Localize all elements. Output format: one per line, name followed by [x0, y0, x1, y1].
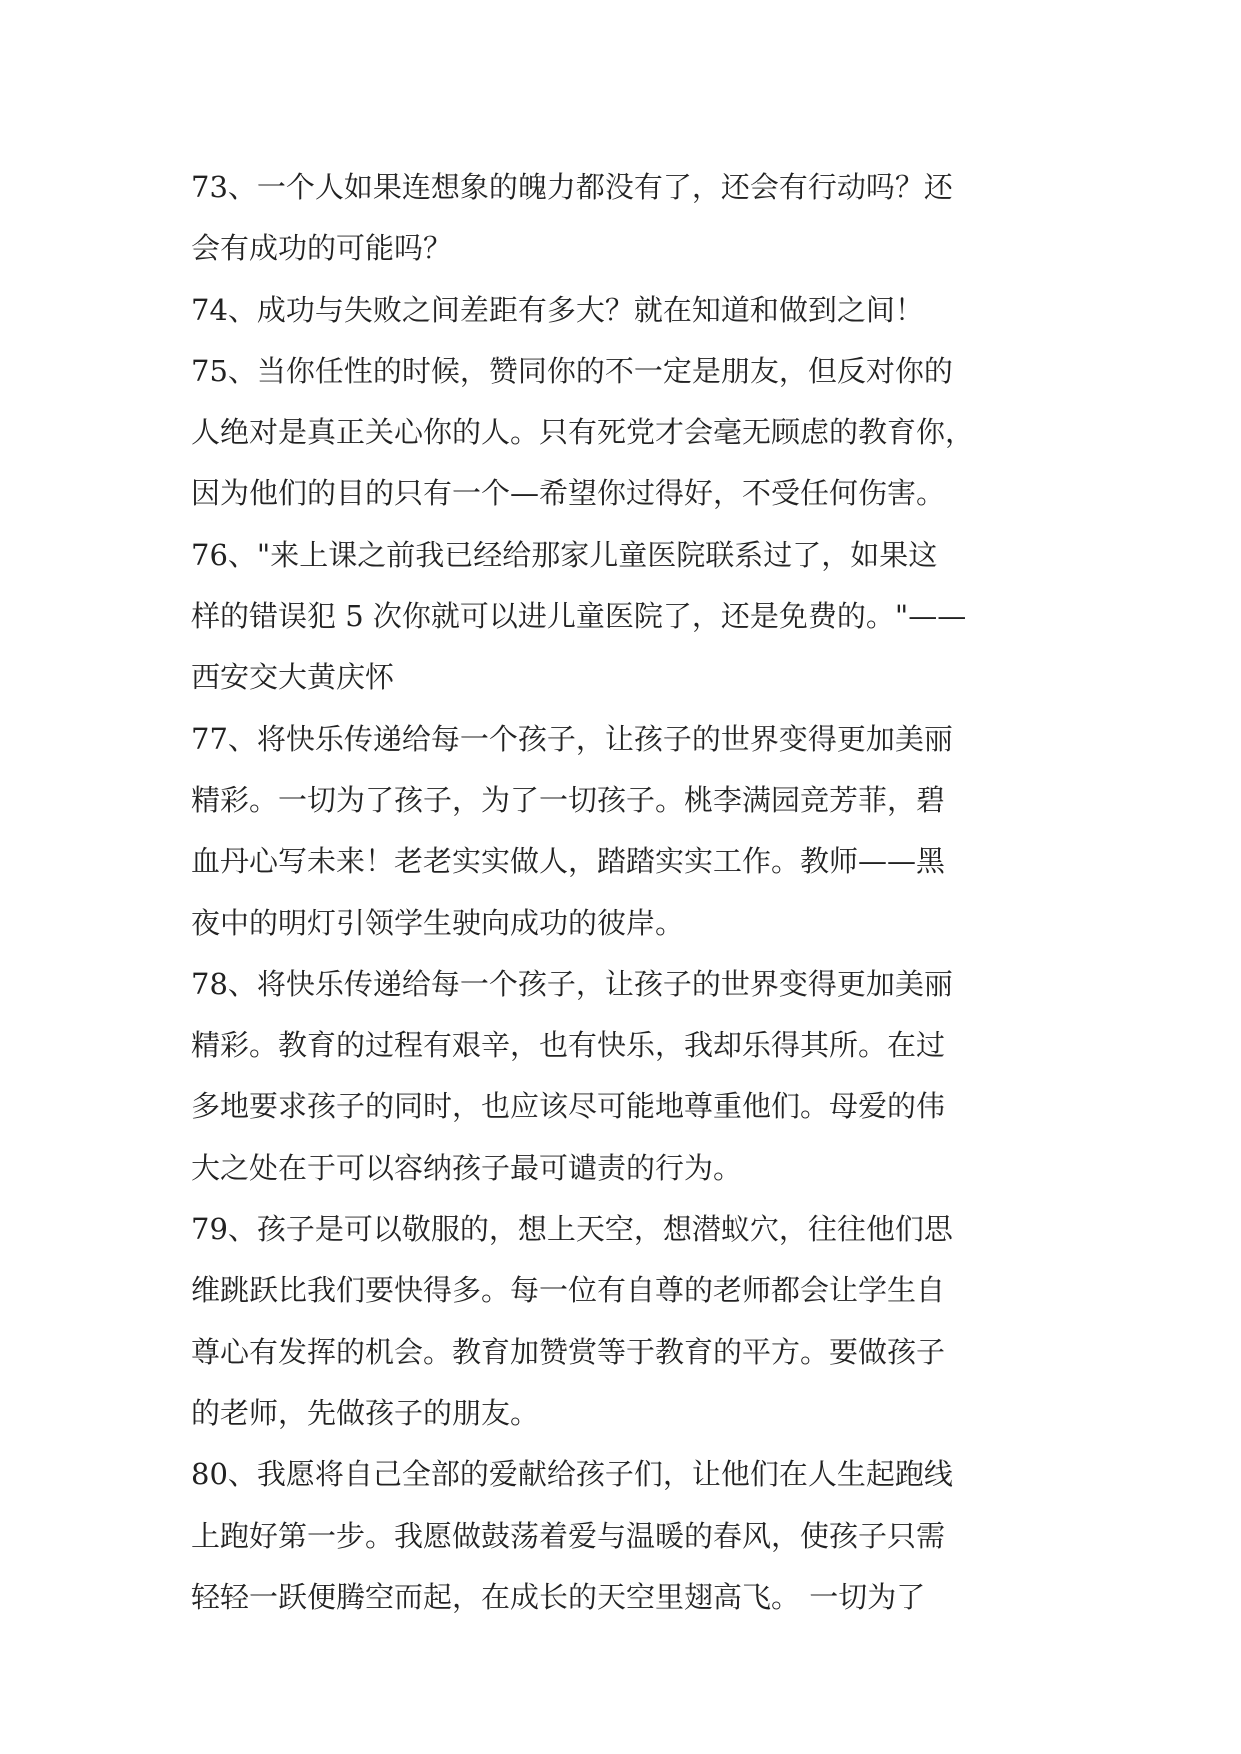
text-line: 因为他们的目的只有一个—希望你过得好，不受任何伤害。 — [191, 476, 946, 511]
text-line: 血丹心写未来！老老实实做人，踏踏实实工作。教师——黑 — [191, 844, 946, 879]
text-line: 79、孩子是可以敬服的，想上天空，想潜蚁穴，往往他们思 — [191, 1212, 953, 1247]
text-line: 80、我愿将自己全部的爱献给孩子们，让他们在人生起跑线 — [191, 1457, 953, 1492]
text-line: 维跳跃比我们要快得多。每一位有自尊的老师都会让学生自 — [191, 1273, 946, 1308]
text-line: 的老师，先做孩子的朋友。 — [191, 1395, 540, 1430]
text-line: 人绝对是真正关心你的人。只有死党才会毫无顾虑的教育你， — [191, 415, 975, 450]
text-line: 73、一个人如果连想象的魄力都没有了，还会有行动吗？还 — [191, 170, 953, 204]
text-line: 会有成功的可能吗？ — [191, 231, 453, 266]
text-line: 78、将快乐传递给每一个孩子，让孩子的世界变得更加美丽 — [191, 966, 953, 1001]
text-line: 76、"来上课之前我已经给那家儿童医院联系过了，如果这 — [191, 537, 938, 572]
text-line: 74、成功与失败之间差距有多大？就在知道和做到之间！ — [191, 292, 924, 327]
text-line: 样的错误犯 5 次你就可以进儿童医院了，还是免费的。"—— — [191, 599, 967, 634]
text-line: 夜中的明灯引领学生驶向成功的彼岸。 — [191, 905, 685, 940]
text-line: 77、将快乐传递给每一个孩子，让孩子的世界变得更加美丽 — [191, 721, 953, 756]
text-line: 精彩。一切为了孩子，为了一切孩子。桃李满园竞芳菲，碧 — [191, 782, 946, 817]
text-line: 75、当你任性的时候，赞同你的不一定是朋友，但反对你的 — [191, 353, 953, 388]
document-body — [191, 157, 1071, 1628]
text-line: 西安交大黄庆怀 — [191, 660, 395, 695]
text-line: 轻轻一跃便腾空而起，在成长的天空里翅高飞。 一切为了 — [191, 1579, 926, 1614]
text-line: 大之处在于可以容纳孩子最可谴责的行为。 — [191, 1150, 743, 1185]
text-line: 多地要求孩子的同时，也应该尽可能地尊重他们。母爱的伟 — [191, 1089, 946, 1124]
text-line: 精彩。教育的过程有艰辛，也有快乐，我却乐得其所。在过 — [191, 1028, 946, 1063]
text-line: 尊心有发挥的机会。教育加赞赏等于教育的平方。要做孩子 — [191, 1334, 946, 1369]
text-line: 上跑好第一步。我愿做鼓荡着爱与温暖的春风，使孩子只需 — [191, 1518, 946, 1553]
